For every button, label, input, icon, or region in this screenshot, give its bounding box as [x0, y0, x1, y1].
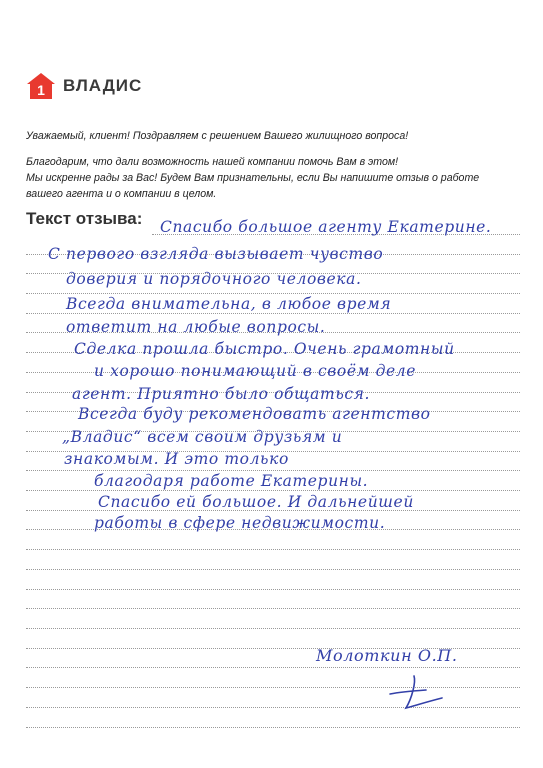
dotted-line: [26, 628, 520, 629]
thanks-line-2: Мы искренне рады за Вас! Будем Вам признательны, если Вы напишите отзыв о работе: [26, 172, 480, 184]
dotted-line: [26, 549, 520, 550]
handwritten-line: Всегда внимательна, в любое время: [66, 295, 392, 313]
handwritten-line: работы в сфере недвижимости.: [94, 514, 386, 532]
thanks-text: [26, 154, 506, 202]
review-text-label: Текст отзыва:: [26, 209, 143, 228]
dotted-line: [26, 293, 520, 294]
handwritten-line: С первого взгляда вызывает чувство: [48, 245, 384, 263]
signature-mark: [386, 672, 446, 712]
dotted-line: [26, 608, 520, 609]
brand: [26, 72, 142, 100]
handwritten-line: Спасибо большое агенту Екатерине.: [160, 218, 492, 236]
signature-name: Молоткин О.П.: [316, 646, 458, 665]
greeting-text: Уважаемый, клиент! Поздравляем с решением Вашего жилищного вопроса!: [26, 130, 409, 142]
dotted-line: [26, 470, 520, 471]
handwritten-line: Всегда буду рекомендовать агентство: [78, 405, 431, 423]
handwritten-line: и хорошо понимающий в своём деле: [94, 362, 417, 380]
handwritten-line: знакомым. И это только: [64, 450, 289, 468]
thanks-line-1: Благодарим, что дали возможность нашей компании помочь Вам в этом!: [26, 156, 399, 168]
thanks-line-3: вашего агента и о компании в целом.: [26, 188, 217, 200]
handwritten-line: Спасибо ей большое. И дальнейшей: [98, 493, 414, 511]
logo-digit: 1: [37, 82, 45, 98]
handwritten-line: Сделка прошла быстро. Очень грамотный: [74, 340, 455, 358]
dotted-line: [26, 569, 520, 570]
handwritten-line: ответит на любые вопросы.: [66, 318, 326, 336]
dotted-line: [26, 667, 520, 668]
dotted-line: [26, 313, 520, 314]
handwritten-line: агент. Приятно было общаться.: [72, 385, 371, 403]
handwritten-line: доверия и порядочного человека.: [66, 270, 362, 288]
dotted-line: [26, 589, 520, 590]
handwritten-line: благодаря работе Екатерины.: [94, 472, 369, 490]
dotted-line: [26, 490, 520, 491]
handwritten-line: „Владис“ всем своим друзьям и: [62, 428, 343, 446]
dotted-line: [26, 727, 520, 728]
brand-name: ВЛАДИС: [63, 76, 143, 95]
house-logo-icon: [26, 72, 56, 100]
